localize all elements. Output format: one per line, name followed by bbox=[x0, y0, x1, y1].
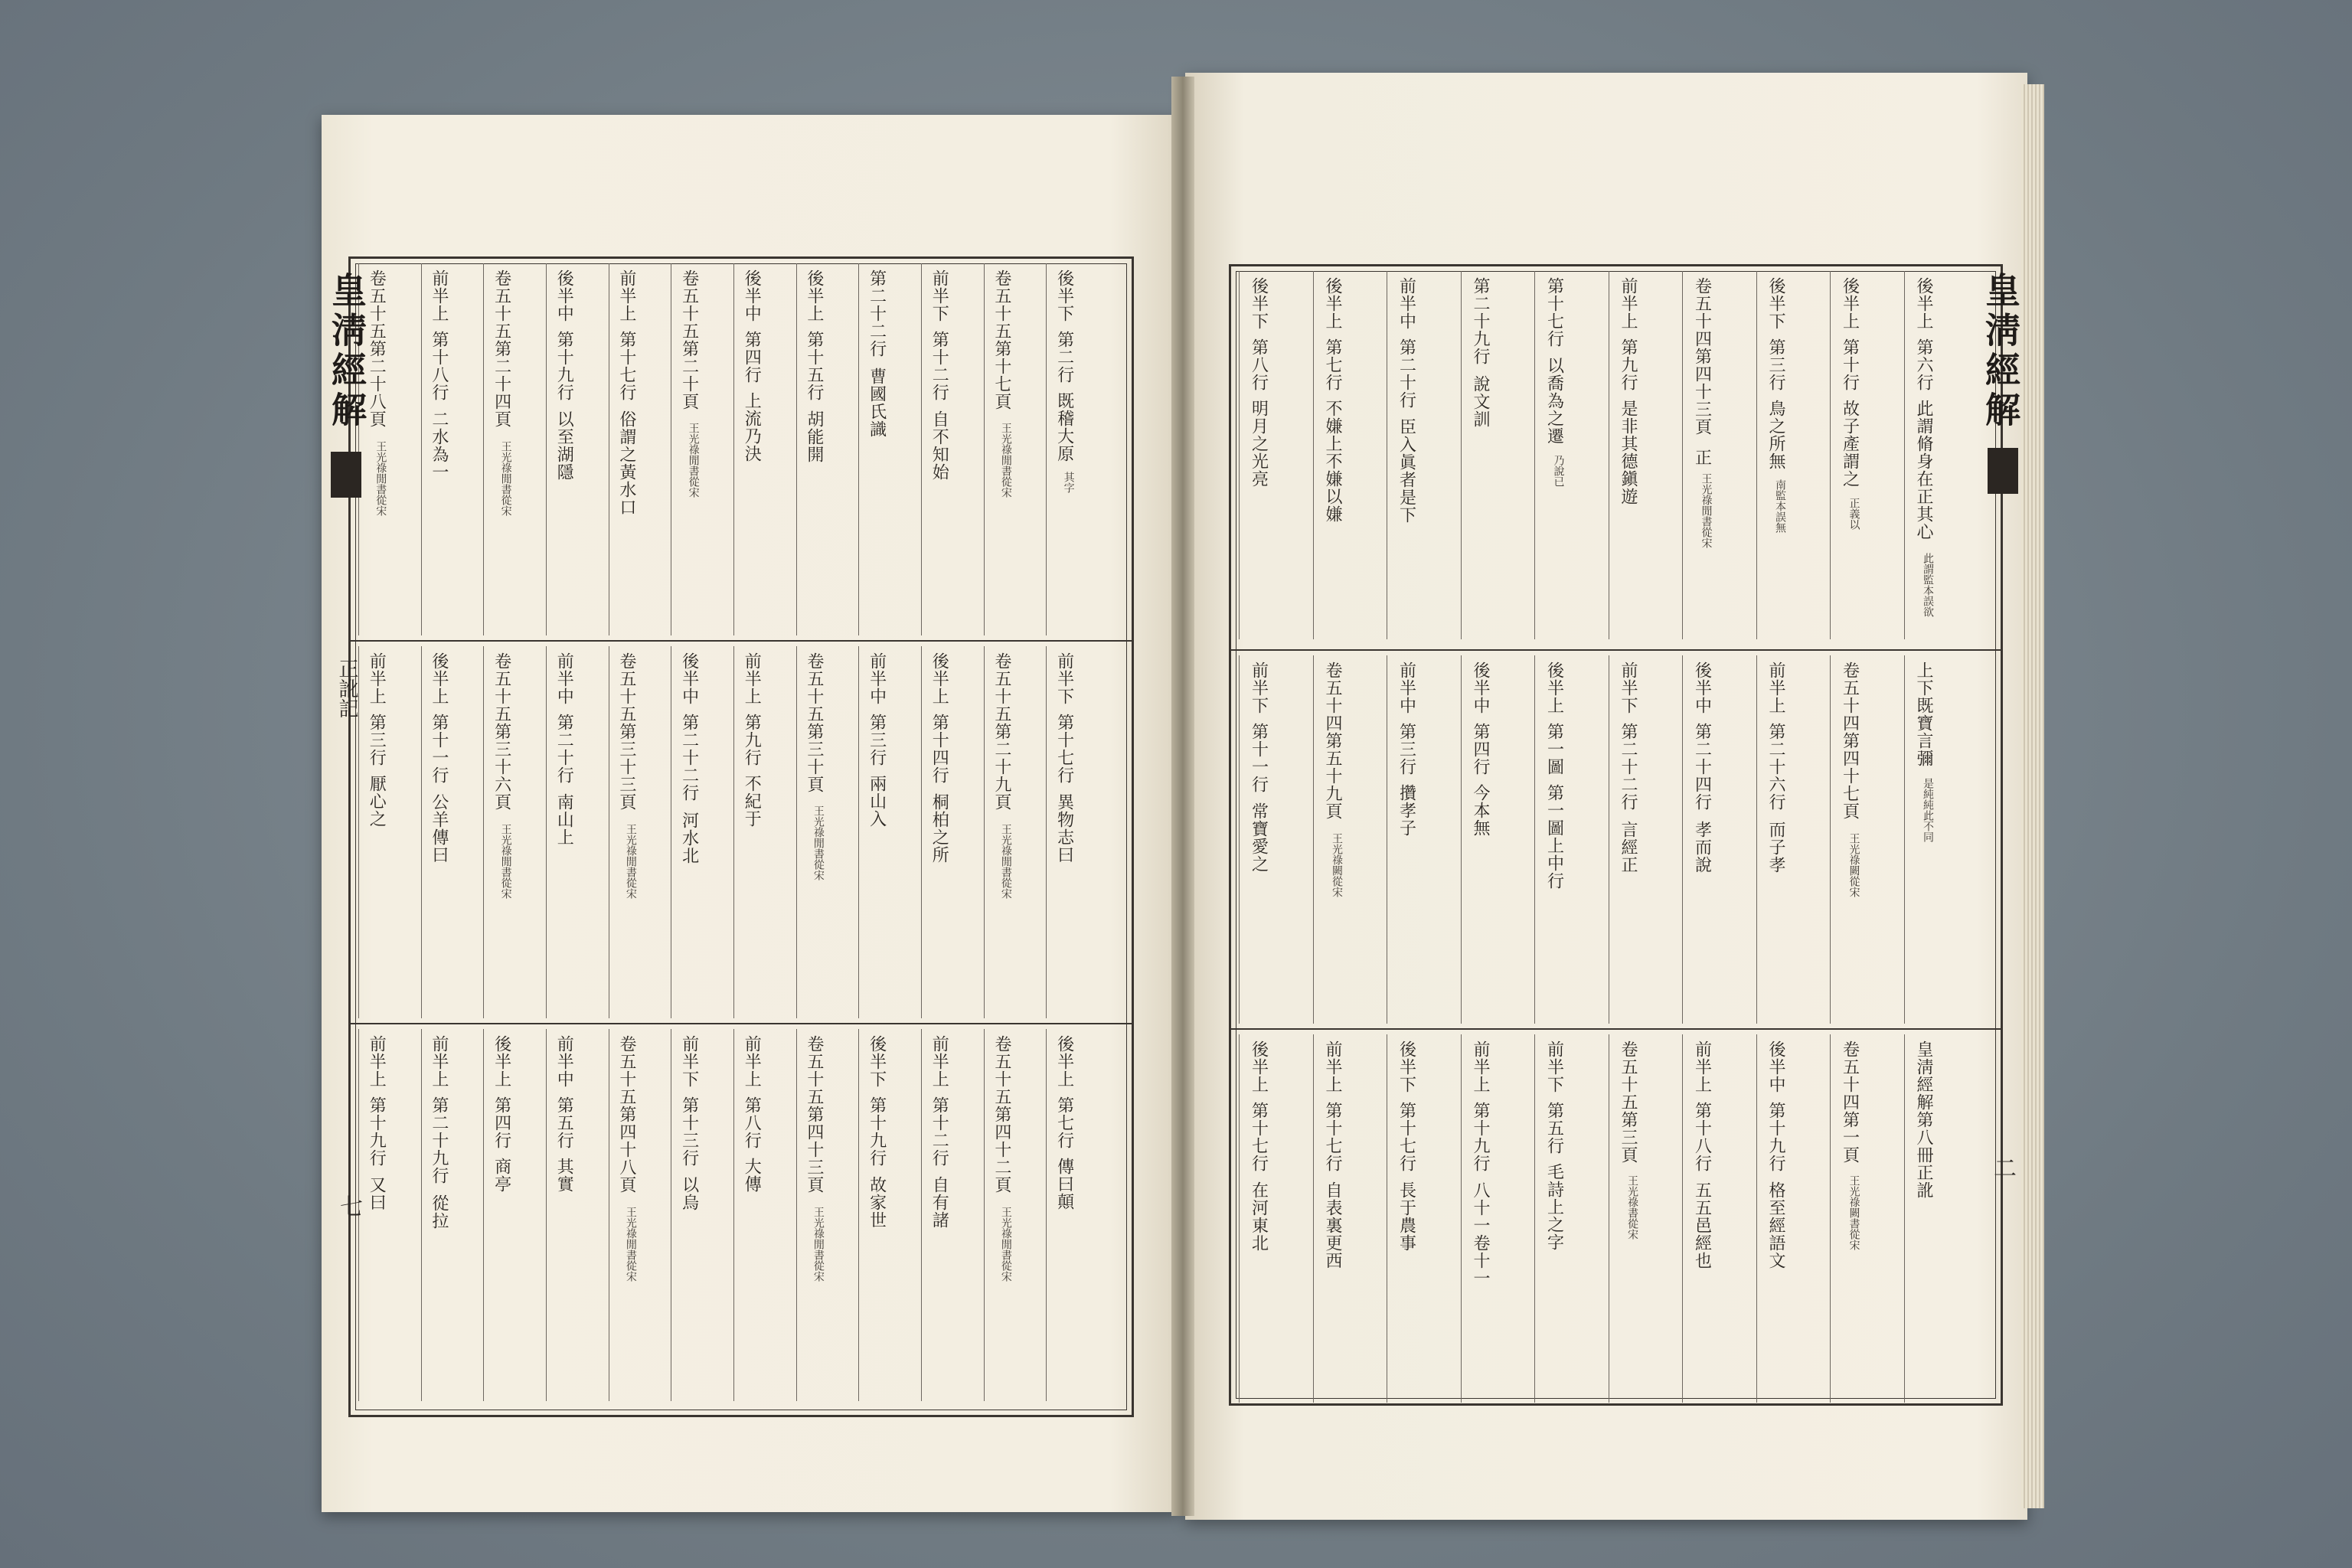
right-entry-loc: 第五行 bbox=[1544, 1102, 1564, 1155]
left-entry-head: 前半上 bbox=[616, 270, 636, 322]
left-entry-note: 王光祿閒書從宋 bbox=[687, 423, 700, 498]
right-entry-head: 皇淸經解第八冊正訛 bbox=[1913, 1040, 1933, 1199]
left-side-label: 正訛記 bbox=[335, 658, 358, 718]
left-entry-note: 王光祿閒書從宋 bbox=[624, 824, 637, 899]
right-entry-column-rule bbox=[1461, 655, 1462, 1024]
left-entry-head: 後半上 bbox=[492, 1035, 511, 1088]
right-entry-text: 毛詩上之字 bbox=[1544, 1163, 1564, 1251]
left-entry-text: 桐柏之所 bbox=[929, 793, 949, 864]
right-entry-loc: 第十七行 bbox=[1322, 1102, 1342, 1172]
left-entry-text: 二水為一 bbox=[429, 410, 449, 481]
right-entry-column-rule bbox=[1682, 271, 1683, 639]
right-entry-column-rule bbox=[1682, 1034, 1683, 1403]
left-entry-text: 河水北 bbox=[679, 812, 699, 864]
right-entry-column-rule bbox=[1313, 271, 1314, 639]
left-entry-loc: 第七行 bbox=[1054, 1096, 1074, 1149]
left-entry-loc: 第十七行 bbox=[616, 331, 636, 401]
right-entry-column-rule bbox=[1239, 655, 1240, 1024]
left-entry-loc: 第三行 bbox=[367, 714, 387, 766]
left-entry-text: 故家世 bbox=[867, 1176, 887, 1229]
left-entry-head: 卷五十五第十七頁 bbox=[991, 270, 1011, 410]
right-entry-note: 王光祿閒書從宋 bbox=[1700, 473, 1713, 548]
right-entry-column-rule bbox=[1756, 1034, 1757, 1403]
left-entry-note: 王光祿閒書從宋 bbox=[999, 423, 1012, 498]
right-entry-text: 而子孝 bbox=[1766, 821, 1785, 874]
left-entry-head: 後半上 bbox=[429, 652, 449, 705]
left-entry-column-rule bbox=[733, 1029, 734, 1401]
left-entry-text: 胡能開 bbox=[804, 410, 824, 463]
left-entry-head: 前半下 bbox=[929, 270, 949, 322]
right-entry-head: 卷五十五第三頁 bbox=[1618, 1040, 1638, 1164]
right-entry-text: 自表裏更西 bbox=[1322, 1181, 1342, 1269]
right-entry-head: 卷五十四第五十九頁 bbox=[1322, 662, 1342, 820]
left-entry-head: 前半中 bbox=[554, 652, 574, 705]
book-gutter bbox=[1171, 77, 1194, 1516]
right-entry-note: 南監本誤無 bbox=[1773, 479, 1786, 533]
left-entry-column-rule bbox=[421, 263, 422, 635]
right-entry-head: 後半下 bbox=[1766, 277, 1785, 330]
left-entry-head: 卷五十五第四十八頁 bbox=[616, 1035, 636, 1194]
right-entry-text: 不嫌上不嫌以嫌 bbox=[1322, 400, 1342, 523]
left-entry-note: 其字 bbox=[1062, 472, 1075, 493]
right-entry-head: 後半上 bbox=[1322, 277, 1342, 330]
left-title-banner bbox=[331, 452, 361, 498]
left-entry-head: 後半中 bbox=[554, 270, 574, 322]
right-entry-head: 後半中 bbox=[1766, 1040, 1785, 1093]
left-entry-loc: 第八行 bbox=[742, 1096, 762, 1149]
right-entry-column-rule bbox=[1756, 655, 1757, 1024]
right-entry-note: 是純純此不同 bbox=[1921, 778, 1934, 842]
right-entry-loc: 正 bbox=[1692, 449, 1712, 466]
left-entry-loc: 第十二行 bbox=[929, 331, 949, 401]
right-entry-text: 第一圖上中行 bbox=[1544, 784, 1564, 890]
right-entry-loc: 第四行 bbox=[1470, 723, 1490, 776]
right-entry-head: 前半中 bbox=[1396, 662, 1416, 714]
right-inner-frame bbox=[1236, 271, 1996, 1399]
right-entry-text: 言經正 bbox=[1618, 821, 1638, 874]
right-entry-loc: 第十九行 bbox=[1470, 1102, 1490, 1172]
left-entry-column-rule bbox=[733, 646, 734, 1018]
left-entry-column-rule bbox=[358, 646, 359, 1018]
right-entry-loc: 第八行 bbox=[1249, 338, 1269, 391]
right-entry-text: 在河東北 bbox=[1249, 1181, 1269, 1252]
left-entry-head: 後半上 bbox=[804, 270, 824, 322]
right-entry-note: 乃說已 bbox=[1552, 455, 1565, 487]
left-entry-column-rule bbox=[858, 1029, 859, 1401]
left-entry-text: 其實 bbox=[554, 1158, 574, 1193]
right-entry-column-rule bbox=[1534, 655, 1535, 1024]
left-entry-text: 不紀于 bbox=[742, 775, 762, 828]
left-entry-head: 前半中 bbox=[867, 652, 887, 705]
left-entry-head: 前半下 bbox=[1054, 652, 1074, 705]
left-entry-column-rule bbox=[921, 1029, 922, 1401]
right-entry-text: 鳥之所無 bbox=[1766, 400, 1785, 470]
left-entry-column-rule bbox=[421, 1029, 422, 1401]
left-entry-note: 王光祿閒書從宋 bbox=[999, 824, 1012, 899]
left-band-divider-2 bbox=[351, 1023, 1132, 1024]
left-entry-text: 傳曰顛 bbox=[1054, 1158, 1074, 1210]
left-entry-column-rule bbox=[483, 263, 484, 635]
left-entry-column-rule bbox=[984, 1029, 985, 1401]
left-entry-head: 前半下 bbox=[679, 1035, 699, 1088]
right-entry-head: 前半下 bbox=[1618, 662, 1638, 714]
right-entry-text: 長于農事 bbox=[1396, 1181, 1416, 1252]
right-entry-text: 是非其德鎭遊 bbox=[1618, 400, 1638, 505]
right-entry-loc: 第十行 bbox=[1840, 338, 1860, 391]
left-entry-head: 前半上 bbox=[929, 1035, 949, 1088]
right-entry-loc: 第六行 bbox=[1913, 338, 1933, 391]
page-edges bbox=[2021, 84, 2044, 1508]
right-entry-head: 前半中 bbox=[1396, 277, 1416, 330]
left-entry-loc: 第十七行 bbox=[1054, 714, 1074, 784]
right-entry-head: 前半上 bbox=[1470, 1040, 1490, 1093]
right-entry-head: 前半上 bbox=[1322, 1040, 1342, 1093]
left-entry-column-rule bbox=[546, 263, 547, 635]
right-entry-head: 前半下 bbox=[1544, 1040, 1564, 1093]
right-entry-column-rule bbox=[1239, 271, 1240, 639]
left-entry-head: 卷五十五第二十八頁 bbox=[367, 270, 387, 428]
left-entry-loc: 第十四行 bbox=[929, 714, 949, 784]
left-entry-column-rule bbox=[921, 646, 922, 1018]
left-entry-column-rule bbox=[733, 263, 734, 635]
right-entry-loc: 第二十六行 bbox=[1766, 723, 1785, 811]
left-entry-column-rule bbox=[1046, 646, 1047, 1018]
right-entry-loc: 第十七行 bbox=[1249, 1102, 1269, 1172]
left-entry-note: 王光祿閒書從宋 bbox=[812, 1207, 825, 1282]
left-entry-loc: 第四行 bbox=[492, 1096, 511, 1149]
left-entry-column-rule bbox=[546, 646, 547, 1018]
left-entry-loc: 第二十九行 bbox=[429, 1096, 449, 1184]
left-entry-loc: 第九行 bbox=[742, 714, 762, 766]
right-entry-column-rule bbox=[1313, 655, 1314, 1024]
left-entry-note: 王光祿閒書從宋 bbox=[812, 805, 825, 880]
left-entry-text: 曹國氏識 bbox=[867, 368, 887, 438]
left-entry-column-rule bbox=[1046, 1029, 1047, 1401]
left-entry-loc: 第十九行 bbox=[554, 331, 574, 401]
right-entry-text: 上下既寶言彌 bbox=[1913, 662, 1933, 767]
left-entry-note: 王光祿閒書從宋 bbox=[499, 441, 512, 516]
left-entry-column-rule bbox=[483, 1029, 484, 1401]
right-entry-column-rule bbox=[1313, 1034, 1314, 1403]
right-entry-text: 孝而說 bbox=[1692, 821, 1712, 874]
right-entry-loc: 第十七行 bbox=[1544, 277, 1564, 348]
right-entry-head: 卷五十四第四十三頁 bbox=[1692, 277, 1712, 436]
left-entry-column-rule bbox=[483, 646, 484, 1018]
right-entry-head: 後半下 bbox=[1396, 1040, 1416, 1093]
right-entry-loc: 第二十二行 bbox=[1618, 723, 1638, 811]
left-entry-head: 後半上 bbox=[929, 652, 949, 705]
left-entry-head: 卷五十五第四十二頁 bbox=[991, 1035, 1011, 1194]
right-entry-note: 王光祿闕書從宋 bbox=[1847, 1175, 1860, 1250]
left-entry-text: 自有諸 bbox=[929, 1176, 949, 1229]
left-entry-column-rule bbox=[796, 1029, 797, 1401]
left-band-divider-1 bbox=[351, 640, 1132, 642]
left-entry-head: 卷五十五第三十六頁 bbox=[492, 652, 511, 811]
right-entry-column-rule bbox=[1904, 1034, 1905, 1403]
right-entry-head: 後半中 bbox=[1692, 662, 1712, 714]
right-entry-loc: 第九行 bbox=[1618, 338, 1638, 391]
right-entry-note: 王光祿闕從宋 bbox=[1330, 833, 1343, 897]
left-entry-column-rule bbox=[858, 263, 859, 635]
right-entry-head: 卷五十四第一頁 bbox=[1840, 1040, 1860, 1164]
right-entry-text: 八十一卷十一 bbox=[1470, 1181, 1490, 1287]
right-entry-text: 以喬為之遷 bbox=[1544, 357, 1564, 445]
right-entry-column-rule bbox=[1830, 655, 1831, 1024]
left-entry-note: 王光祿閒書從宋 bbox=[624, 1207, 637, 1282]
left-entry-loc: 第五行 bbox=[554, 1096, 574, 1149]
right-entry-loc: 第一圖 bbox=[1544, 723, 1564, 776]
right-entry-text: 今本無 bbox=[1470, 784, 1490, 837]
left-entry-head: 卷五十五第二十頁 bbox=[679, 270, 699, 410]
right-entry-loc: 第十七行 bbox=[1396, 1102, 1416, 1172]
left-entry-note: 王光祿閒書從宋 bbox=[499, 824, 512, 899]
left-entry-loc: 第三行 bbox=[867, 714, 887, 766]
left-entry-loc: 第十三行 bbox=[679, 1096, 699, 1167]
right-entry-note: 正義以 bbox=[1847, 498, 1860, 530]
left-entry-head: 卷五十五第二十四頁 bbox=[492, 270, 511, 428]
right-margin-title: 皇淸經解 bbox=[1980, 272, 2021, 431]
right-entry-column-rule bbox=[1239, 1034, 1240, 1403]
left-entry-column-rule bbox=[984, 263, 985, 635]
left-entry-head: 前半中 bbox=[554, 1035, 574, 1088]
right-page-number: 二 bbox=[1989, 1156, 2016, 1179]
left-entry-column-rule bbox=[984, 646, 985, 1018]
left-entry-head: 卷五十五第二十九頁 bbox=[991, 652, 1011, 811]
right-entry-text: 明月之光亮 bbox=[1249, 400, 1269, 488]
right-entry-head: 後半中 bbox=[1470, 662, 1490, 714]
right-entry-column-rule bbox=[1461, 271, 1462, 639]
right-entry-note: 王光祿闕從宋 bbox=[1847, 833, 1860, 897]
right-entry-loc: 第十九行 bbox=[1766, 1102, 1785, 1172]
right-entry-text: 格至經語文 bbox=[1766, 1181, 1785, 1269]
left-entry-head: 前半上 bbox=[429, 270, 449, 322]
right-entry-head: 後半上 bbox=[1913, 277, 1933, 330]
left-entry-loc: 第十八行 bbox=[429, 331, 449, 401]
left-entry-head: 前半上 bbox=[742, 1035, 762, 1088]
left-entry-head: 前半上 bbox=[742, 652, 762, 705]
right-entry-head: 前半上 bbox=[1618, 277, 1638, 330]
left-entry-head: 後半下 bbox=[1054, 270, 1074, 322]
right-entry-column-rule bbox=[1461, 1034, 1462, 1403]
right-band-divider-1 bbox=[1231, 649, 2001, 651]
right-entry-head: 後半上 bbox=[1840, 277, 1860, 330]
left-entry-text: 以烏 bbox=[679, 1176, 699, 1211]
left-entry-head: 卷五十五第三十頁 bbox=[804, 652, 824, 793]
left-page-number: 七 bbox=[335, 1194, 362, 1217]
left-entry-head: 後半中 bbox=[679, 652, 699, 705]
left-entry-column-rule bbox=[421, 646, 422, 1018]
right-entry-loc: 第十八行 bbox=[1692, 1102, 1712, 1172]
right-entry-text: 常寶愛之 bbox=[1249, 802, 1269, 873]
left-entry-loc: 第二行 bbox=[1054, 331, 1074, 384]
left-entry-loc: 第十一行 bbox=[429, 714, 449, 784]
right-entry-column-rule bbox=[1756, 271, 1757, 639]
right-entry-column-rule bbox=[1682, 655, 1683, 1024]
left-entry-text: 俗謂之黃水口 bbox=[616, 410, 636, 516]
right-entry-column-rule bbox=[1904, 271, 1905, 639]
right-entry-loc: 第七行 bbox=[1322, 338, 1342, 391]
right-entry-loc: 第十一行 bbox=[1249, 723, 1269, 793]
left-entry-head: 卷五十五第三十三頁 bbox=[616, 652, 636, 811]
left-entry-column-rule bbox=[921, 263, 922, 635]
left-entry-text: 自不知始 bbox=[929, 410, 949, 481]
left-entry-text: 異物志曰 bbox=[1054, 793, 1074, 864]
right-entry-text: 說文訓 bbox=[1470, 375, 1490, 428]
left-entry-text: 以至湖隱 bbox=[554, 410, 574, 481]
left-entry-loc: 第十二行 bbox=[929, 1096, 949, 1167]
left-entry-column-rule bbox=[796, 263, 797, 635]
left-text-frame bbox=[348, 256, 1134, 1417]
left-entry-head: 後半上 bbox=[1054, 1035, 1074, 1088]
left-entry-head: 卷五十五第四十三頁 bbox=[804, 1035, 824, 1194]
right-entry-note: 此謂監本誤欲 bbox=[1921, 553, 1934, 617]
left-margin-title: 皇淸經解 bbox=[326, 272, 368, 431]
right-entry-text: 五五邑經也 bbox=[1692, 1181, 1712, 1269]
left-entry-loc: 第二十二行 bbox=[679, 714, 699, 802]
left-entry-column-rule bbox=[1046, 263, 1047, 635]
right-entry-column-rule bbox=[1534, 1034, 1535, 1403]
right-entry-head: 後半上 bbox=[1249, 1040, 1269, 1093]
right-entry-loc: 第三行 bbox=[1396, 723, 1416, 776]
left-entry-note: 王光祿閒書從宋 bbox=[999, 1207, 1012, 1282]
right-entry-column-rule bbox=[1830, 1034, 1831, 1403]
left-entry-column-rule bbox=[546, 1029, 547, 1401]
left-entry-head: 後半中 bbox=[742, 270, 762, 322]
left-entry-column-rule bbox=[796, 646, 797, 1018]
right-entry-loc: 第三行 bbox=[1766, 338, 1785, 391]
right-entry-head: 卷五十四第四十七頁 bbox=[1840, 662, 1860, 820]
left-entry-text: 商亭 bbox=[492, 1158, 511, 1193]
left-entry-loc: 第十九行 bbox=[367, 1096, 387, 1167]
left-entry-text: 兩山入 bbox=[867, 775, 887, 828]
right-title-banner bbox=[1988, 448, 2018, 494]
left-entry-loc: 第二十二行 bbox=[867, 270, 887, 358]
left-entry-loc: 第十五行 bbox=[804, 331, 824, 401]
right-entry-text: 此謂脩身在正其心 bbox=[1913, 400, 1933, 541]
right-entry-loc: 第二十四行 bbox=[1692, 723, 1712, 811]
right-band-divider-2 bbox=[1231, 1028, 2001, 1030]
left-entry-text: 從拉 bbox=[429, 1194, 449, 1230]
left-entry-text: 公羊傳曰 bbox=[429, 793, 449, 864]
left-entry-text: 大傳 bbox=[742, 1158, 762, 1193]
right-entry-text: 臣入眞者是下 bbox=[1396, 418, 1416, 524]
right-entry-loc: 第二十行 bbox=[1396, 338, 1416, 409]
right-entry-head: 前半上 bbox=[1692, 1040, 1712, 1093]
left-entry-head: 前半上 bbox=[429, 1035, 449, 1088]
right-text-frame bbox=[1229, 264, 2003, 1406]
left-entry-loc: 第十九行 bbox=[867, 1096, 887, 1167]
left-entry-loc: 第二十行 bbox=[554, 714, 574, 784]
left-entry-note: 王光祿閒書從宋 bbox=[374, 441, 387, 516]
right-entry-head: 前半下 bbox=[1249, 662, 1269, 714]
right-entry-text: 攢孝子 bbox=[1396, 784, 1416, 837]
left-entry-text: 南山上 bbox=[554, 793, 574, 846]
left-entry-head: 後半下 bbox=[867, 1035, 887, 1088]
right-entry-head: 前半上 bbox=[1766, 662, 1785, 714]
left-entry-column-rule bbox=[858, 646, 859, 1018]
right-entry-head: 後半上 bbox=[1544, 662, 1564, 714]
right-entry-text: 故子產謂之 bbox=[1840, 400, 1860, 488]
left-entry-loc: 第四行 bbox=[742, 331, 762, 384]
left-entry-head: 前半上 bbox=[367, 652, 387, 705]
right-entry-column-rule bbox=[1534, 271, 1535, 639]
left-entry-head: 前半上 bbox=[367, 1035, 387, 1088]
left-entry-text: 上流乃決 bbox=[742, 392, 762, 462]
right-entry-note: 王光祿書從宋 bbox=[1625, 1175, 1638, 1240]
right-entry-column-rule bbox=[1830, 271, 1831, 639]
left-entry-text: 又曰 bbox=[367, 1176, 387, 1211]
left-entry-text: 既稽大原 bbox=[1054, 392, 1074, 462]
right-entry-loc: 第二十九行 bbox=[1470, 277, 1490, 365]
right-entry-head: 後半下 bbox=[1249, 277, 1269, 330]
right-entry-column-rule bbox=[1904, 655, 1905, 1024]
left-entry-text: 厭心之 bbox=[367, 775, 387, 828]
